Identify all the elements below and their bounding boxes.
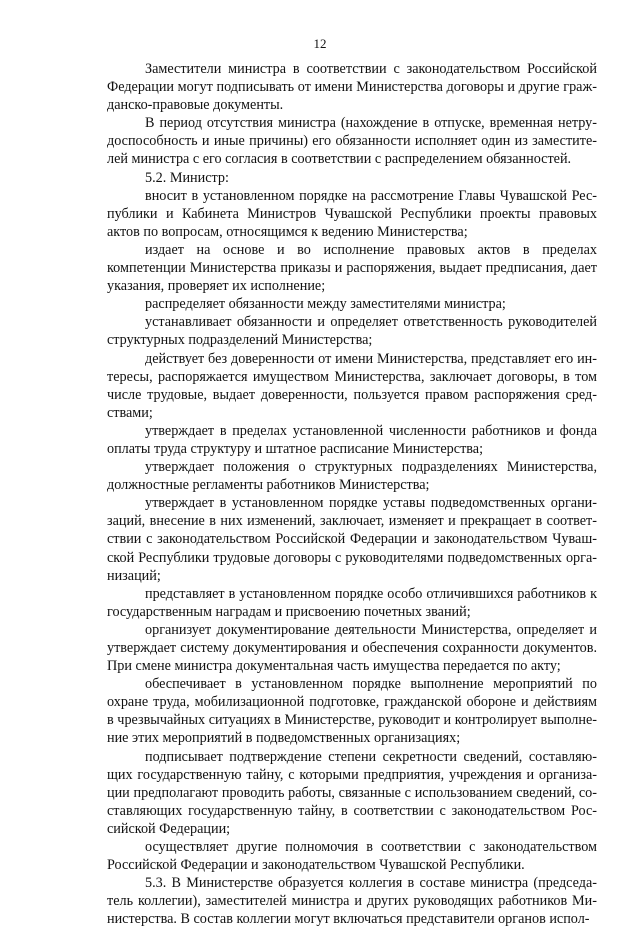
page-number: 12 — [313, 36, 327, 51]
paragraph: осуществляет другие полномочия в соответствии с законодательством Российской Федерации и законодательством Чувашской Республики. — [107, 839, 597, 874]
paragraph: представляет в установленном порядке особо отличившихся работников к государственным наградам и присвоению почетных званий; — [107, 585, 597, 620]
paragraph: утверждает в пределах установленной численности работников и фонда оплаты труда структуру и штатное расписание Министерства; — [107, 422, 597, 457]
paragraph: вносит в установленном порядке на рассмотрение Главы Чувашской Республики и Кабинета Министров Чувашской Республики проекты правовых актов по вопросам, относящимся к ведению Министерства; — [107, 187, 597, 240]
paragraph: утверждает в установленном порядке уставы подведомственных организаций, внесение в них изменений, заключает, изменяет и прекращает в соответствии с законодательством Российской Федерации и законодательством Чувашской Республики трудовые договоры с руководителями подведомственных организаций; — [107, 495, 597, 584]
paragraph: 5.3. В Министерстве образуется коллегия в составе министра (председатель коллегии), заместителей министра и других руководящих работников Министерства. В состав коллегии могут включаться представители органов испол- — [107, 875, 597, 928]
paragraph: распределяет обязанности между заместителями министра; — [145, 296, 506, 313]
paragraph: организует документирование деятельности Министерства, определяет и утверждает систему документирования и обеспечения сохранности документов. При смене министра документальная часть имущества передается по акту; — [107, 621, 597, 675]
paragraph: подписывает подтверждение степени секретности сведений, составляющих государственную тайну, с которыми предприятия, учреждения и организации предполагают проводить работы, связанные с использованием сведений, составляющих государственную тайну, в соответствии с законодательством Российской Федерации; — [107, 748, 597, 837]
document-body — [107, 60, 597, 929]
section-heading: 5.2. Министр: — [145, 169, 229, 186]
paragraph: утверждает положения о структурных подразделениях Министерства, должностные регламенты работников Министерства; — [107, 459, 597, 494]
paragraph: устанавливает обязанности и определяет ответственность руководителей структурных подразделений Министерства; — [107, 314, 597, 349]
paragraph: обеспечивает в установленном порядке выполнение мероприятий по охране труда, мобилизационной подготовке, гражданской обороне и действиям в чрезвычайных ситуациях в Министерстве, руководит и контролирует выполнение этих мероприятий в подведомственных организациях; — [107, 676, 597, 747]
paragraph: В период отсутствия министра (нахождение в отпуске, временная нетрудоспособность и иные причины) его обязанности исполняет один из заместителей министра с его согласия в соответствии с распределением обязанностей. — [107, 115, 597, 168]
paragraph: Заместители министра в соответствии с законодательством Российской Федерации могут подписывать от имени Министерства договоры и другие гражданско-правовые документы. — [107, 61, 597, 114]
paragraph: издает на основе и во исполнение правовых актов в пределах компетенции Министерства приказы и распоряжения, выдает предписания, дает указания, проверяет их исполнение; — [107, 241, 597, 295]
paragraph: действует без доверенности от имени Министерства, представляет его интересы, распоряжается имуществом Министерства, заключает договоры, в том числе трудовые, выдает доверенности, пользуется правом распоряжения средствами; — [107, 350, 597, 421]
